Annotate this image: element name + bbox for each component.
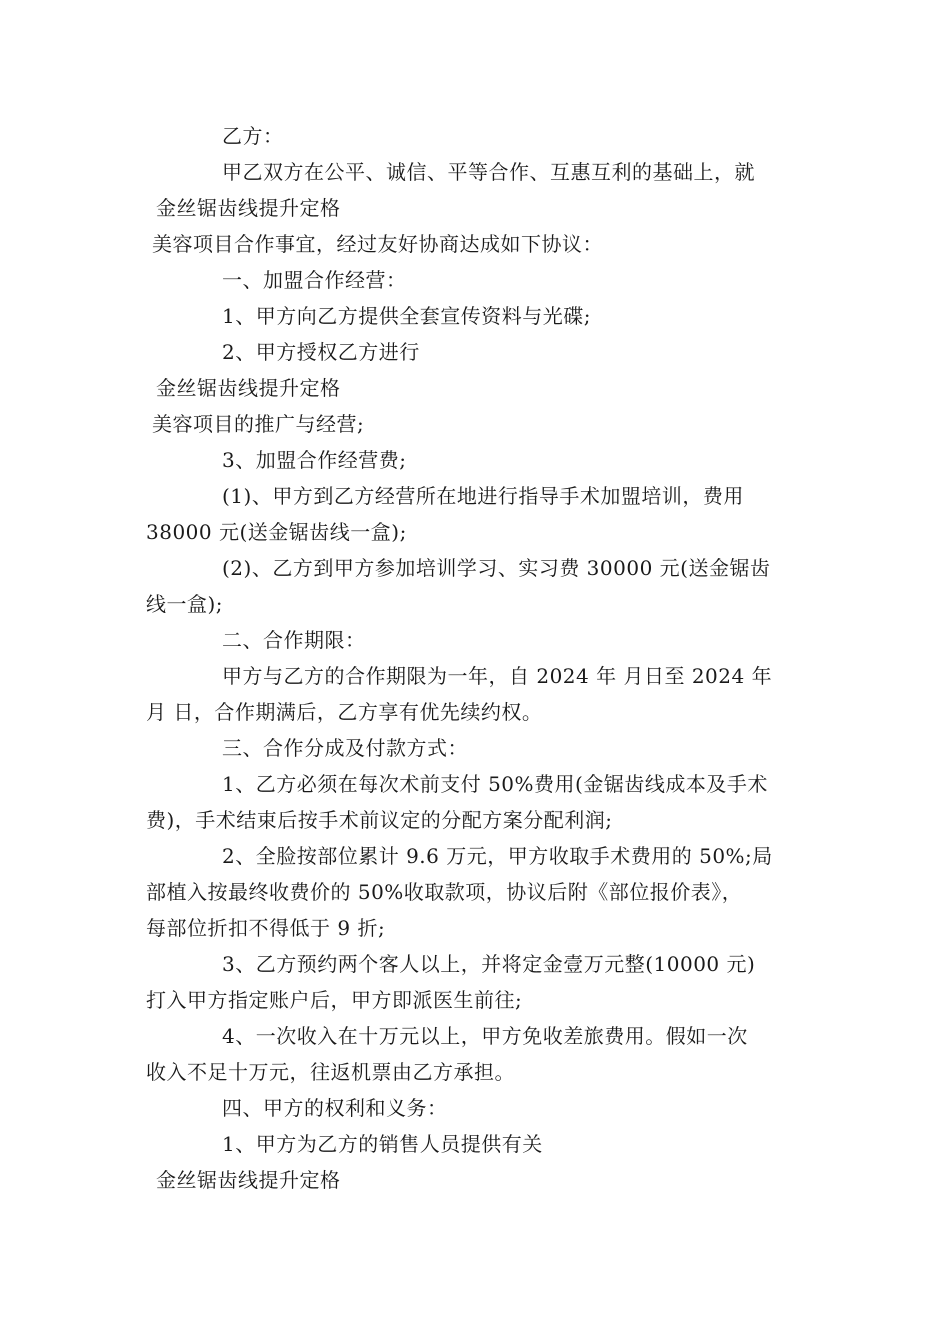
section-heading-3: 三、合作分成及付款方式： [222, 736, 468, 760]
party-b-label: 乙方： [222, 124, 284, 148]
clause-1-1: 1、甲方向乙方提供全套宣传资料与光碟; [222, 304, 591, 328]
clause-4-1-line-1: 1、甲方为乙方的销售人员提供有关 [222, 1132, 543, 1156]
clause-1-3: 3、加盟合作经营费; [222, 448, 407, 472]
project-name-line: 金丝锯齿线提升定格 [156, 1168, 341, 1192]
section-heading-1: 一、加盟合作经营： [222, 268, 407, 292]
clause-3-2-line-1: 2、全脸按部位累计 9.6 万元，甲方收取手术费用的 50%;局 [222, 844, 773, 868]
clause-3-2-line-3: 每部位折扣不得低于 9 折; [146, 916, 386, 940]
project-name-line: 金丝锯齿线提升定格 [156, 376, 341, 400]
clause-3-4-line-1: 4、一次收入在十万元以上，甲方免收差旅费用。假如一次 [222, 1024, 748, 1048]
clause-3-2-line-2: 部植入按最终收费价的 50%收取款项，协议后附《部位报价表》， [146, 880, 743, 904]
clause-1-2-line-1: 2、甲方授权乙方进行 [222, 340, 420, 364]
clause-1-2-line-2: 美容项目的推广与经营; [152, 412, 365, 436]
fee-item-1-line-2: 38000 元(送金锯齿线一盒); [146, 520, 407, 544]
term-line-2: 月 日，合作期满后，乙方享有优先续约权。 [146, 700, 543, 724]
fee-item-2-line-2: 线一盒); [146, 592, 224, 616]
clause-3-3-line-2: 打入甲方指定账户后，甲方即派医生前往; [146, 988, 523, 1012]
fee-item-2-line-1: (2)、乙方到甲方参加培训学习、实习费 30000 元(送金锯齿 [222, 556, 771, 580]
section-heading-2: 二、合作期限： [222, 628, 366, 652]
clause-3-1-line-2: 费)，手术结束后按手术前议定的分配方案分配利润; [146, 808, 613, 832]
intro-paragraph-line-1: 甲乙双方在公平、诚信、平等合作、互惠互利的基础上，就 [222, 160, 755, 184]
term-line-1: 甲方与乙方的合作期限为一年，自 2024 年 月日至 2024 年 [222, 664, 773, 688]
project-name-line: 金丝锯齿线提升定格 [156, 196, 341, 220]
fee-item-1-line-1: (1)、甲方到乙方经营所在地进行指导手术加盟培训，费用 [222, 484, 744, 508]
intro-paragraph-line-2: 美容项目合作事宜，经过友好协商达成如下协议： [152, 232, 603, 256]
clause-3-3-line-1: 3、乙方预约两个客人以上，并将定金壹万元整(10000 元) [222, 952, 756, 976]
clause-3-1-line-1: 1、乙方必须在每次术前支付 50%费用(金锯齿线成本及手术 [222, 772, 768, 796]
clause-3-4-line-2: 收入不足十万元，往返机票由乙方承担。 [146, 1060, 515, 1084]
section-heading-4: 四、甲方的权利和义务： [222, 1096, 448, 1120]
